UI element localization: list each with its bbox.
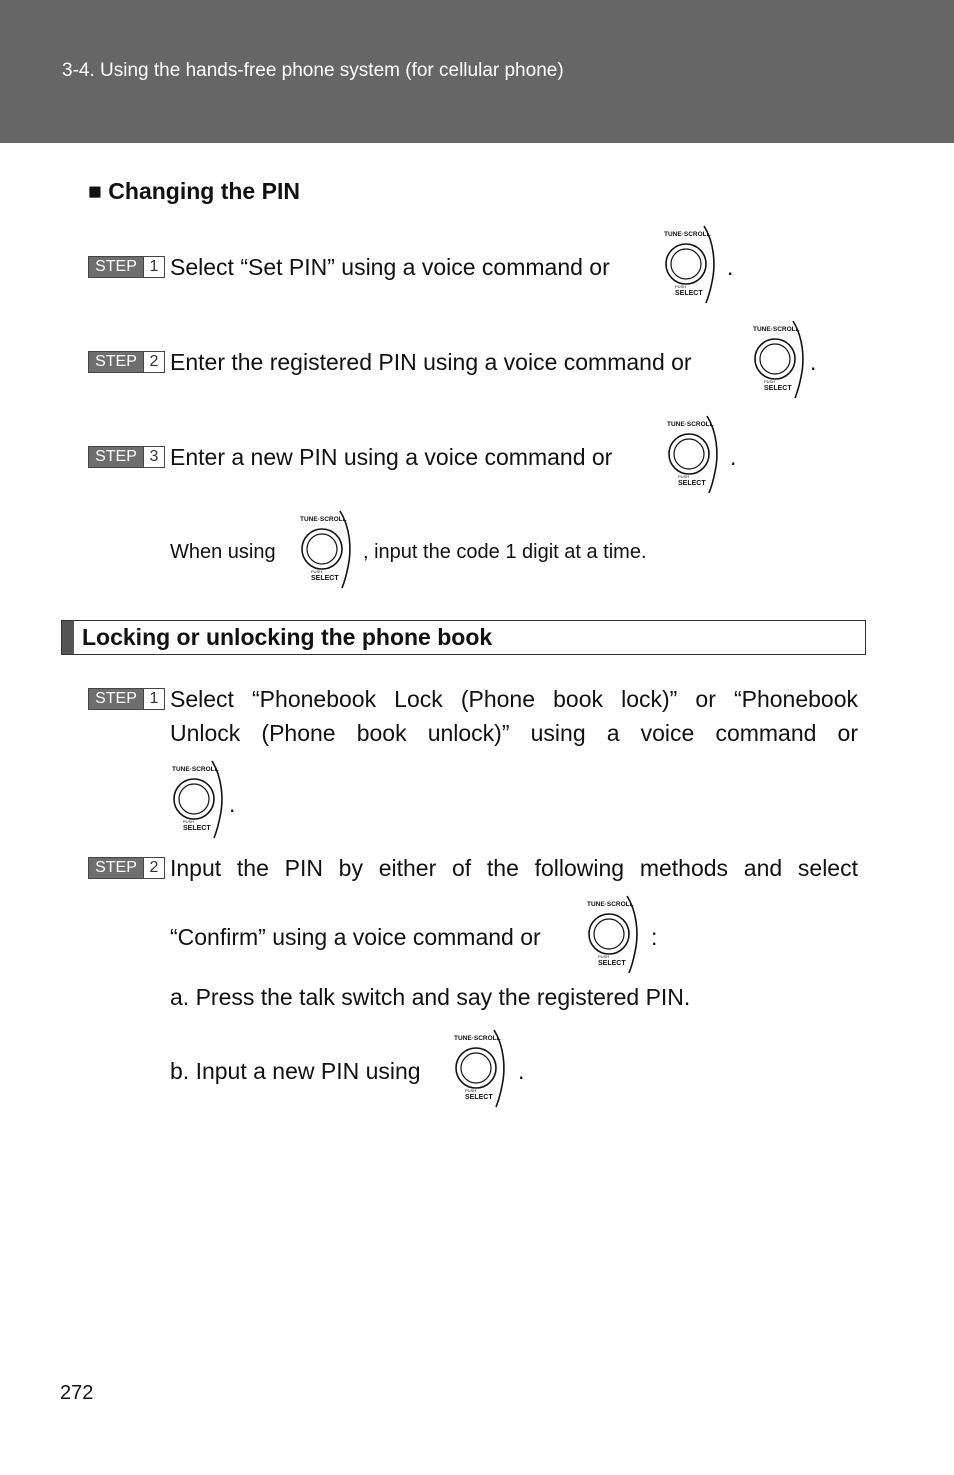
knob-graphic — [667, 414, 723, 494]
step-badge — [88, 688, 165, 710]
step-text-block — [170, 682, 858, 750]
step-badge — [88, 351, 165, 373]
step-number: 2 — [143, 858, 164, 878]
step-label: STEP — [89, 689, 143, 709]
knob-inner-ring — [179, 784, 209, 814]
step-text-line: “Confirm” using a voice command or — [170, 924, 541, 950]
knob-graphic — [300, 509, 356, 589]
step-badge — [88, 446, 165, 468]
knob-push-label: PUSH — [764, 379, 776, 384]
knob-inner-ring — [461, 1053, 491, 1083]
knob-push-label: PUSH — [598, 954, 610, 959]
subsection-title: Changing the PIN — [108, 178, 300, 204]
tune-scroll-knob-icon — [753, 319, 809, 399]
knob-push-label: PUSH — [311, 569, 323, 574]
knob-push-label: PUSH — [183, 819, 195, 824]
knob-inner-ring — [760, 344, 790, 374]
step-number: 3 — [143, 447, 164, 467]
page-number: 272 — [60, 1382, 94, 1404]
step-text-line: Unlock (Phone book unlock)” using a voice command or — [170, 720, 858, 746]
step-label: STEP — [89, 352, 143, 372]
knob-graphic — [587, 894, 643, 974]
step-badge — [88, 256, 165, 278]
knob-graphic — [753, 319, 809, 399]
tune-scroll-knob-icon — [172, 759, 228, 839]
knob-graphic — [664, 224, 720, 304]
step-end-punct: : — [651, 924, 658, 950]
tune-scroll-knob-icon — [664, 224, 720, 304]
step-end-punct: . — [727, 254, 734, 280]
knob-tune-scroll-label: TUNE·SCROLL — [664, 231, 711, 238]
option-a-text: a. Press the talk switch and say the registered PIN. — [170, 984, 691, 1010]
knob-inner-ring — [307, 534, 337, 564]
tune-scroll-knob-icon — [300, 509, 356, 589]
knob-push-label: PUSH — [675, 284, 687, 289]
step-text: Select “Set PIN” using a voice command or — [170, 254, 610, 280]
step-end-punct: . — [229, 791, 236, 817]
knob-tune-scroll-label: TUNE·SCROLL — [172, 766, 219, 773]
option-b-text: b. Input a new PIN using — [170, 1058, 421, 1084]
section-heading-title: Locking or unlocking the phone book — [82, 624, 493, 650]
step-label: STEP — [89, 447, 143, 467]
section-accent — [62, 621, 74, 654]
knob-inner-ring — [671, 249, 701, 279]
note-text-after: , input the code 1 digit at a time. — [363, 541, 647, 563]
knob-push-label: PUSH — [678, 474, 690, 479]
knob-inner-ring — [594, 919, 624, 949]
knob-tune-scroll-label: TUNE·SCROLL — [587, 901, 634, 908]
subsection-heading — [88, 178, 300, 205]
knob-select-label: SELECT — [183, 825, 211, 832]
knob-graphic — [172, 759, 228, 839]
step-label: STEP — [89, 858, 143, 878]
tune-scroll-knob-icon — [667, 414, 723, 494]
step-text-block — [170, 851, 858, 885]
knob-select-label: SELECT — [465, 1094, 493, 1101]
knob-select-label: SELECT — [598, 960, 626, 967]
step-label: STEP — [89, 257, 143, 277]
step-number: 1 — [143, 257, 164, 277]
knob-push-label: PUSH — [465, 1088, 477, 1093]
square-bullet-icon: ■ — [88, 178, 102, 204]
tune-scroll-knob-icon — [454, 1028, 510, 1108]
step-text-line: Input the PIN by either of the following methods and select — [170, 855, 858, 881]
step-badge — [88, 857, 165, 879]
step-text: Enter the registered PIN using a voice command or — [170, 349, 692, 375]
knob-select-label: SELECT — [675, 290, 703, 297]
section-header-title: 3-4. Using the hands-free phone system (for cellular phone) — [62, 60, 564, 81]
option-b-end-punct: . — [518, 1058, 525, 1084]
knob-select-label: SELECT — [764, 385, 792, 392]
knob-tune-scroll-label: TUNE·SCROLL — [300, 516, 347, 523]
knob-inner-ring — [674, 439, 704, 469]
section-heading-bar — [61, 620, 866, 655]
step-number: 2 — [143, 352, 164, 372]
knob-tune-scroll-label: TUNE·SCROLL — [667, 421, 714, 428]
note-text-before: When using — [170, 541, 276, 563]
knob-tune-scroll-label: TUNE·SCROLL — [454, 1035, 501, 1042]
knob-select-label: SELECT — [678, 480, 706, 487]
step-number: 1 — [143, 689, 164, 709]
step-text-line: Select “Phonebook Lock (Phone book lock)” or “Phonebook — [170, 686, 858, 712]
knob-select-label: SELECT — [311, 575, 339, 582]
tune-scroll-knob-icon — [587, 894, 643, 974]
step-end-punct: . — [730, 444, 737, 470]
knob-graphic — [454, 1028, 510, 1108]
step-end-punct: . — [810, 349, 817, 375]
step-text: Enter a new PIN using a voice command or — [170, 444, 613, 470]
knob-tune-scroll-label: TUNE·SCROLL — [753, 326, 800, 333]
